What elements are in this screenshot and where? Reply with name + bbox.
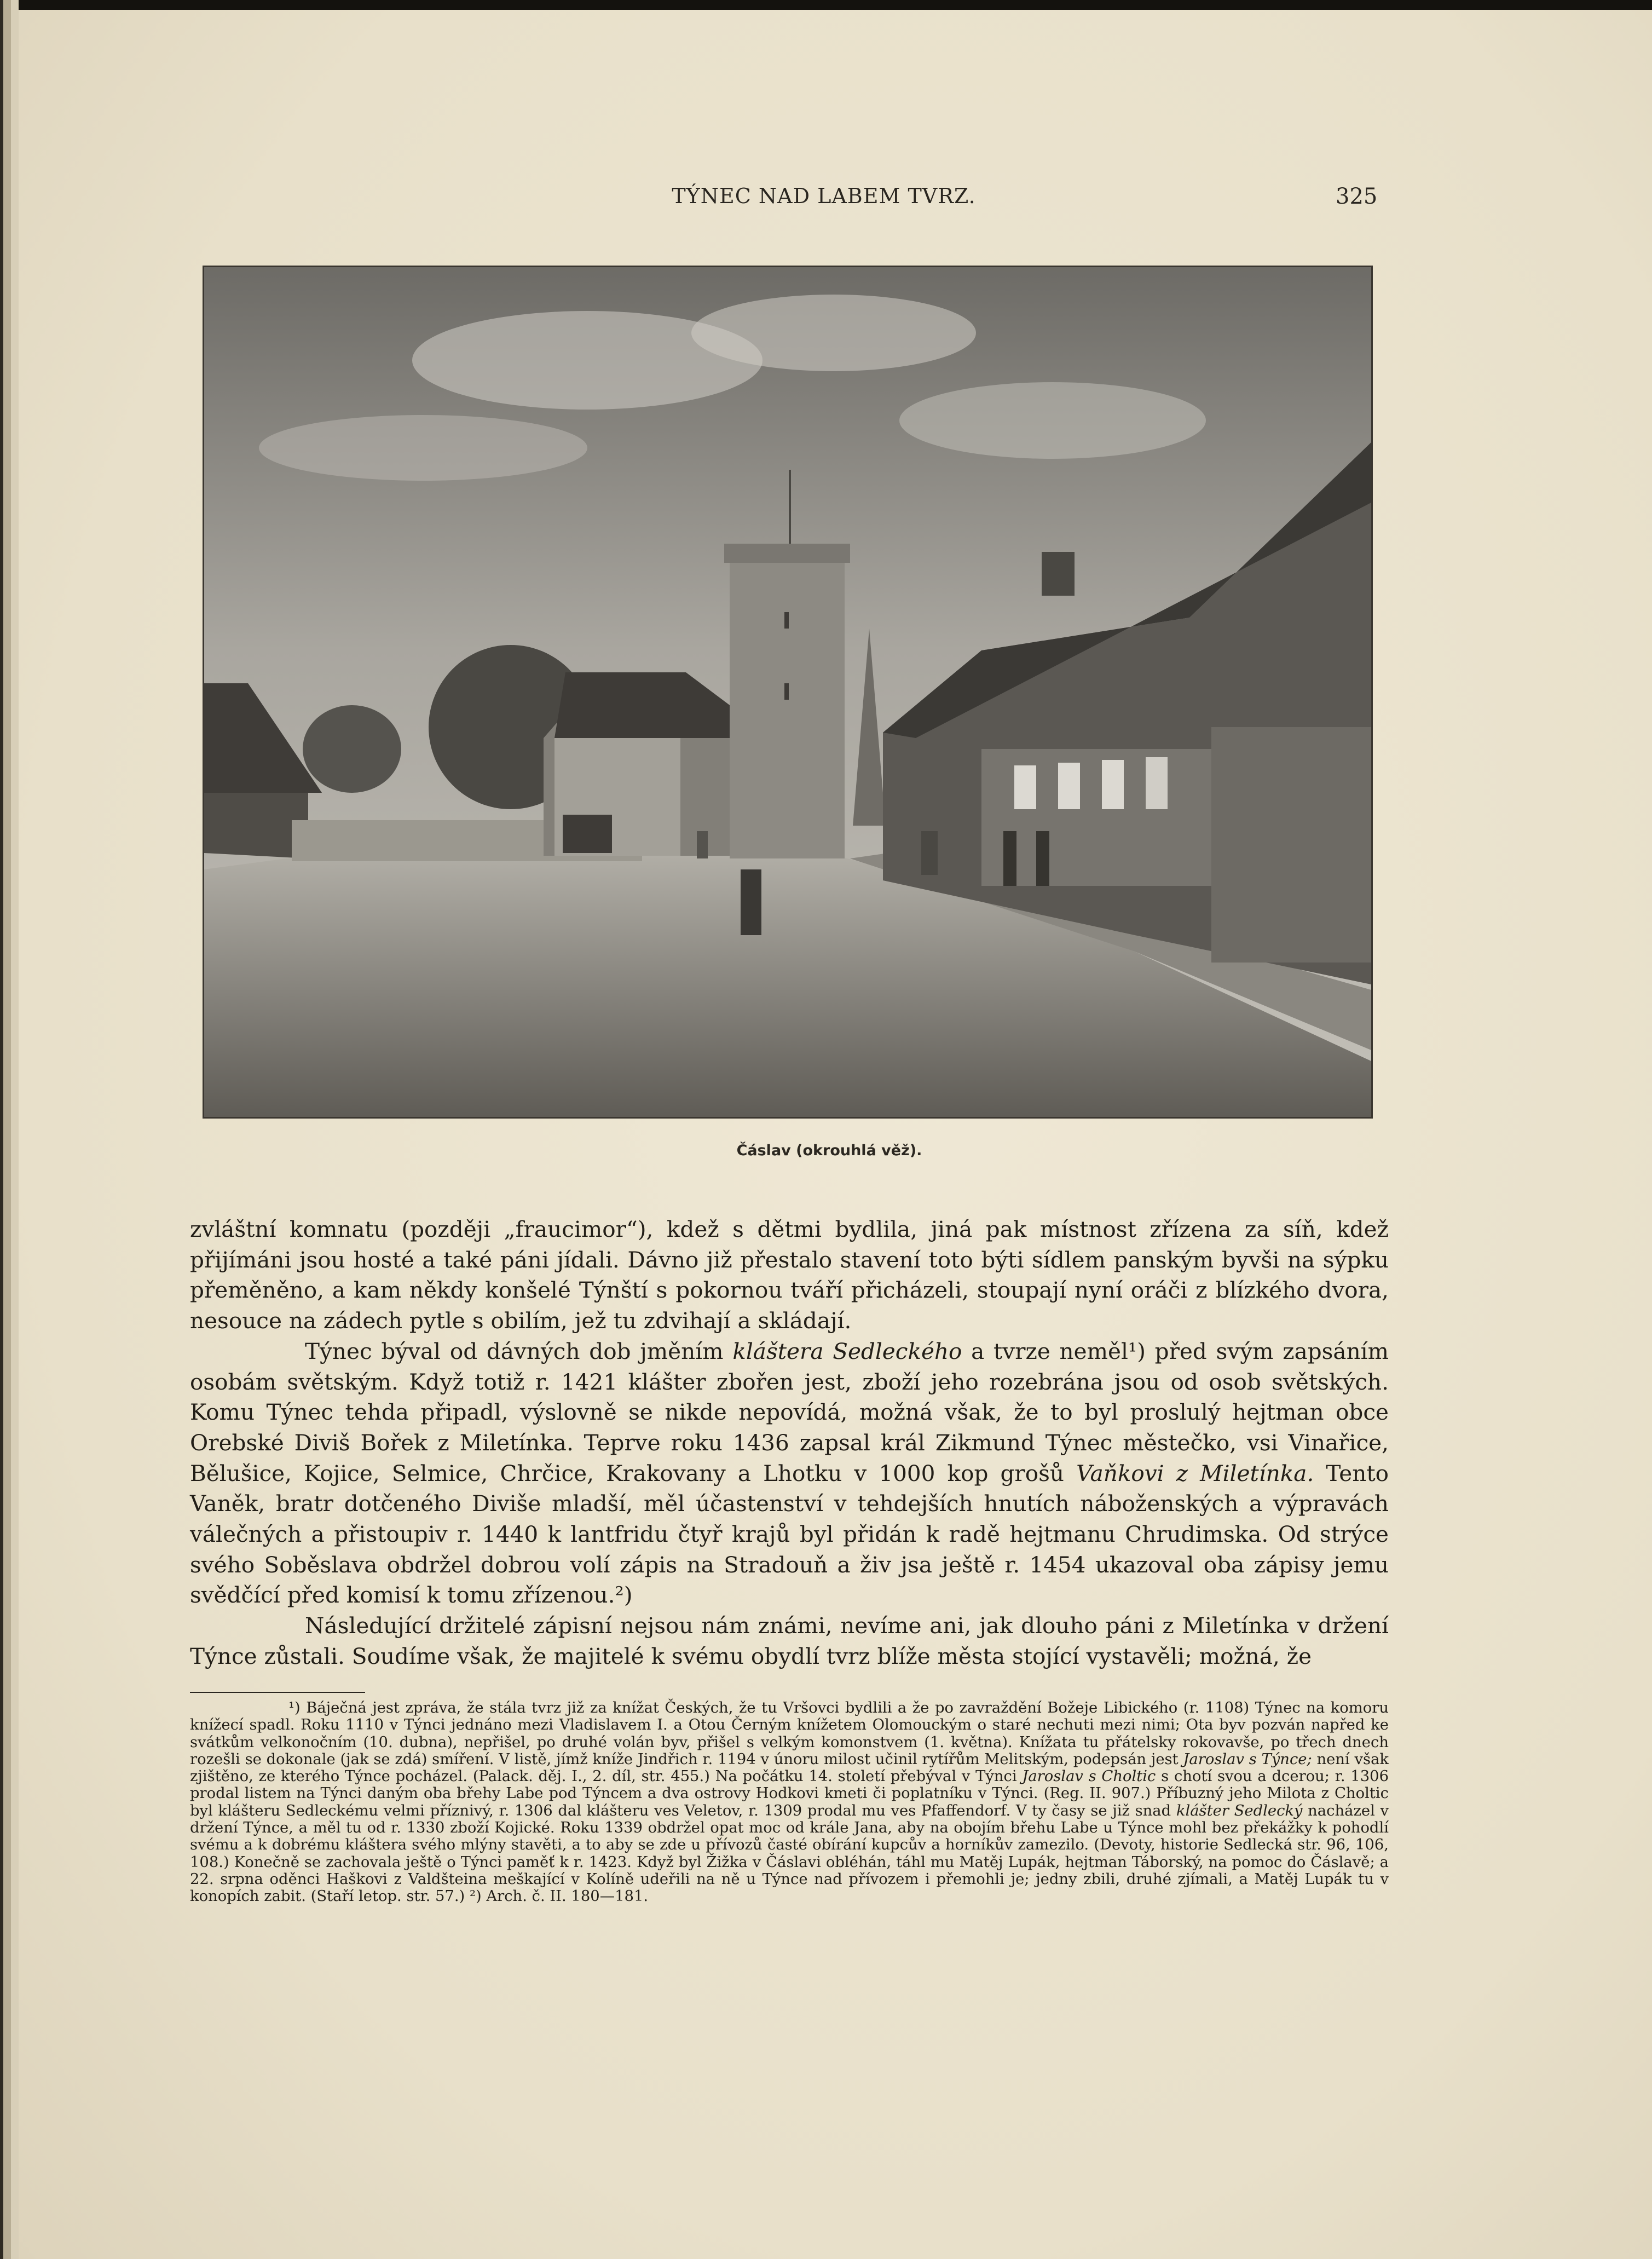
book-spine-edge — [0, 0, 19, 2259]
illustration-photo — [203, 266, 1373, 1119]
footnote-1-text-d: nacházel v držení Týnce, a měl tu od r. 1330 zboží Kojické. Roku 1339 obdržel opat moc od krále Jana, aby na obojím břehu Labe u Týnce mohl bez překážky k pohodlí svému a k dobrému kláštera svého mlýny stavěti, a to aby se zde u přívozů časté obírání kupcův a horníkův zamezilo. (Devoty, historie Sedlecká str. 96, 106, 108.) Konečně se zachovala ještě o Týnci paměť k r. 1423. Když byl Žižka v Čáslavi obléhán, táhl mu Matěj Lupák, hejtman Táborský, na pomoc do Čáslavě; a 22. srpna oděnci Haškovi z Valdšteina meškající v Kolíně udeřili na ně u Týnce nad přívozem i přemohli je; jedny zbili, druhé zjímali, a Matěj Lupák tu v konopích zabit. (Staří letop. str. 57.) — [190, 1802, 1389, 1905]
figure-caption: Čáslav (okrouhlá věž). — [736, 1142, 922, 1159]
footnote-1-italic-2: Jaroslav s Choltic — [1022, 1768, 1156, 1785]
paragraph-2-text-b: a tvrze neměl¹) před svým zapsáním osobám světským. Když totiž r. 1421 klášter zbořen jest, zboží jeho rozebrána jsou od osob světských. Komu Týnec tehda připadl, výslovně se nikde nepovídá, možná však, že to byl proslulý hejtman obce Orebské Diviš Bořek z Miletínka. Teprve roku 1436 zapsal král Zikmund Týnec městečko, vsi Vinařice, Bělušice, Kojice, Selmice, Chrčice, Krakovany a Lhotku v 1000 kop grošů — [190, 1338, 1389, 1486]
running-title: TÝNEC NAD LABEM TVRZ. — [672, 184, 976, 208]
footnote-1-text-b: není však zjištěno, ze kterého Týnce pocházel. (Palack. děj. I., 2. díl, str. 455.) Na počátku 14. století přebýval v Týnci — [190, 1750, 1389, 1785]
footnote-1 — [190, 1699, 1389, 1905]
footnote-2: ²) Arch. č. II. 180—181. — [469, 1888, 649, 1905]
body-text — [190, 1214, 1389, 1672]
paragraph-2-italic-2: Vaňkovi z Miletínka. — [1076, 1460, 1314, 1486]
footnotes — [190, 1699, 1389, 1905]
footnote-1-italic-1: Jaroslav s Týnce; — [1183, 1750, 1312, 1768]
paragraph-3: Následující držitelé zápisní nejsou nám známi, nevíme ani, jak dlouho páni z Miletínka v držení Týnce zůstali. Soudíme však, že majitelé k svému obydlí tvrz blíže města stojící vystavěli; možná, že — [190, 1612, 1389, 1669]
page-number: 325 — [1336, 184, 1378, 209]
paragraph-1: zvláštní komnatu (později „fraucimor“), kdež s dětmi bydlila, jiná pak místnost zřízena za síň, kdež přijímáni jsou hosté a také páni jídali. Dávno již přestalo stavení toto býti sídlem panským byvši na sýpku přeměněno, a kam někdy konšelé Týnští s pokornou tváří přicházeli, stoupají nyní oráči z blízkého dvora, nesouce na zádech pytle s obilím, jež tu zdvihají a skládají. — [190, 1216, 1389, 1334]
scan-top-edge — [0, 0, 1652, 10]
footnote-1-italic-3: klášter Sedlecký — [1176, 1802, 1303, 1819]
paragraph-2 — [190, 1336, 1389, 1611]
paragraph-2-italic-1: kláštera Sedleckého — [732, 1338, 962, 1364]
paragraph-2-text-a: Týnec býval od dávných dob jměním — [305, 1338, 733, 1364]
paragraph-2-text-c: Tento Vaněk, bratr dotčeného Diviše mladší, měl účastenství v tehdejších hnutích náboženských a výpravách válečných a přistoupiv r. 1440 k lantfridu čtyř krajů byl přidán k radě hejtmanu Chrudimska. Od strýce svého Soběslava obdržel dobrou volí zápis na Stradouň a živ jsa ještě r. 1454 ukazoval oba zápisy jemu svědčící před komisí k tomu zřízenou.²) — [190, 1460, 1389, 1609]
footnote-1-text-c: s chotí svou a dcerou; r. 1306 prodal listem na Týnci daným oba břehy Labe pod Týncem a dva ostrovy Hodkovi kmeti či poplatníku v Týnci. (Reg. II. 907.) Příbuzný jeho Milota z Choltic byl klášteru Sedleckému velmi příznivý, r. 1306 dal klášteru ves Veletov, r. 1309 prodal mu ves Pfaffendorf. V ty časy se již snad — [190, 1768, 1389, 1819]
footnote-1-text-a: ¹) Báječná jest zpráva, že stála tvrz již za knížat Českých, že tu Vršovci bydlili a že po zavraždění Božeje Libického (r. 1108) Týnec na komoru knížecí spadl. Roku 1110 v Týnci jednáno mezi Vladislavem I. a Otou Černým knížetem Olomouckým o staré nechuti mezi nimi; Ota byv pozván napřed ke svátkům velkonočním (10. dubna), nepřišel, po druhé volán byv, přišel s velkým komonstvem (1. května). Knížata tu přátelsky rokovavše, po třech dnech rozešli se dokonale (jak se zdá) smíření. V listě, jímž kníže Jindřich r. 1194 v únoru milost učinil rytířům Melitským, podepsán jest — [190, 1699, 1389, 1768]
footnote-rule — [190, 1692, 365, 1693]
